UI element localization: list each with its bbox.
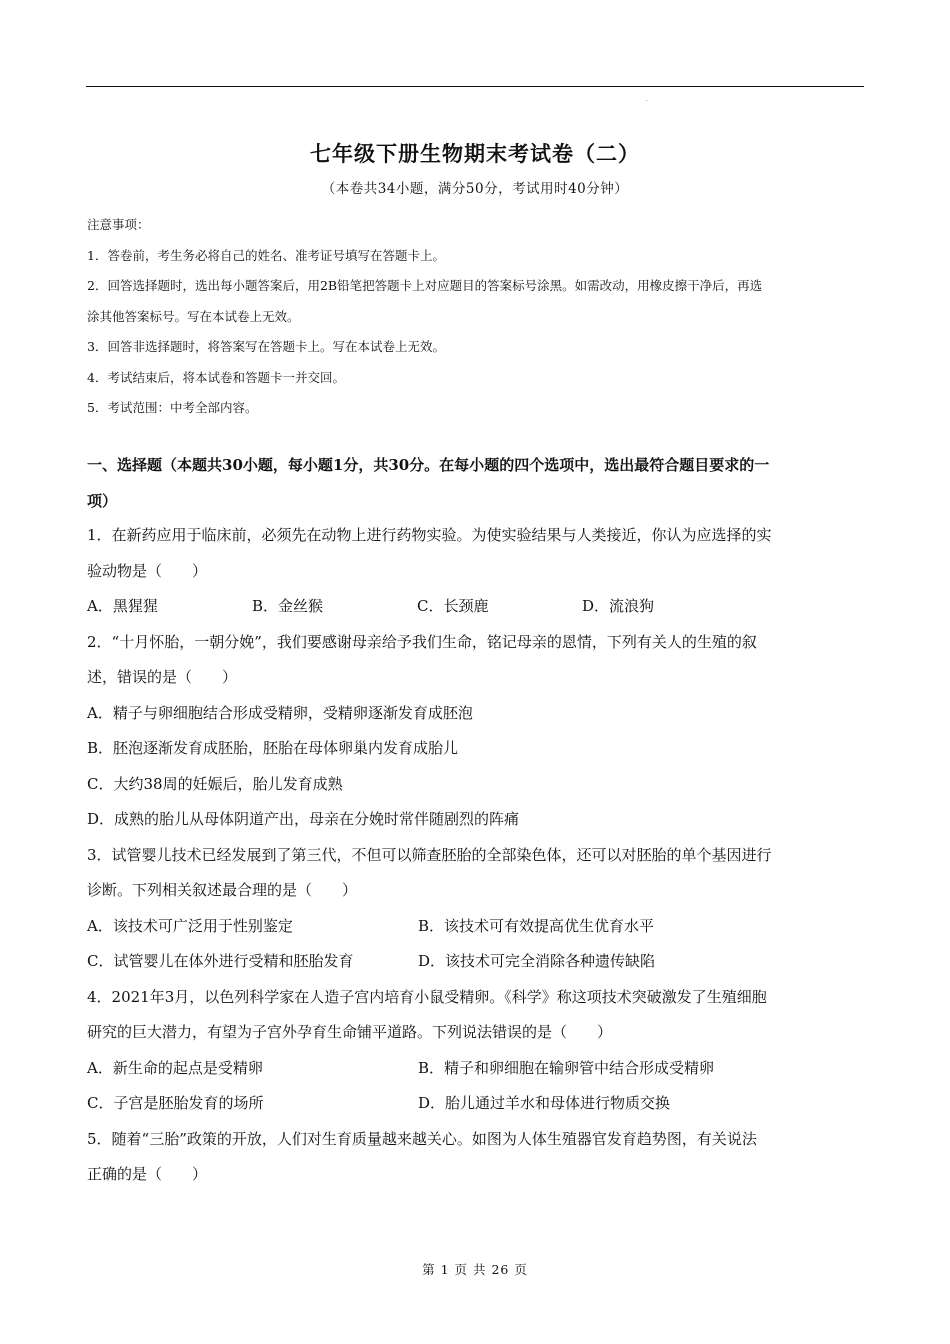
page-title: 七年级下册生物期末考试卷（二） [310, 141, 640, 166]
notes-item: 1．答卷前，考生务必将自己的姓名、准考证号填写在答题卡上。 [87, 247, 445, 263]
section-heading-line: 项） [87, 491, 118, 510]
option-a: A．该技术可广泛用于性别鉴定 [87, 916, 293, 935]
option-a: A．新生命的起点是受精卵 [87, 1058, 263, 1077]
option-d: D．流浪狗 [582, 597, 655, 615]
option-b: B．该技术可有效提高优生优育水平 [418, 916, 655, 935]
notes-item: 4．考试结束后，将本试卷和答题卡一并交回。 [87, 369, 345, 385]
option-c: C．大约38周的妊娠后，胎儿发育成熟 [87, 774, 343, 793]
option-d: D．胎儿通过羊水和母体进行物质交换 [418, 1094, 671, 1112]
notes-item: 2．回答选择题时，选出每小题答案后，用2B铅笔把答题卡上对应题目的答案标号涂黑。如需改动，用橡皮擦干净后，再选 [87, 278, 763, 293]
question-3-text: 诊断。下列相关叙述最合理的是（ ） [87, 881, 358, 899]
option-a: A．精子与卵细胞结合形成受精卵，受精卵逐渐发育成胚泡 [87, 703, 473, 722]
questions [87, 518, 867, 1193]
question-4-options-row [87, 1051, 867, 1087]
question-1-text: 1．在新药应用于临床前，必须先在动物上进行药物实验。为使实验结果与人类接近，你认为应选择的实 [87, 526, 772, 544]
section-heading [87, 448, 867, 519]
question-3-options-row [87, 944, 867, 980]
question-4-text: 4．2021年3月，以色列科学家在人造子宫内培育小鼠受精卵。《科学》称这项技术突破激发了生殖细胞 [87, 987, 767, 1006]
header-dot: . [646, 96, 648, 103]
section-heading-line: 一、选择题（本题共30小题，每小题1分，共30分。在每小题的四个选项中，选出最符合题目要求的一 [87, 456, 770, 474]
option-d: D．成熟的胎儿从母体阴道产出，母亲在分娩时常伴随剧烈的阵痛 [87, 810, 520, 828]
option-a: A．黑猩猩 [87, 597, 158, 615]
notes-item: 3．回答非选择题时，将答案写在答题卡上。写在本试卷上无效。 [87, 339, 445, 354]
question-1-options [87, 589, 867, 625]
question-5-text: 正确的是（ ） [87, 1165, 208, 1183]
option-c: C．长颈鹿 [417, 597, 489, 615]
question-3-text: 3．试管婴儿技术已经发展到了第三代，不但可以筛查胚胎的全部染色体，还可以对胚胎的单个基因进行 [87, 845, 772, 864]
notes-heading: 注意事项： [87, 217, 150, 232]
option-c: C．子宫是胚胎发育的场所 [87, 1094, 264, 1112]
question-2-text: 2．“十月怀胎，一朝分娩”，我们要感谢母亲给予我们生命，铭记母亲的恩情，下列有关人的生殖的叙 [87, 632, 757, 651]
question-4-options-row [87, 1086, 867, 1122]
header-rule [86, 86, 864, 87]
option-b: B．精子和卵细胞在输卵管中结合形成受精卵 [418, 1058, 715, 1077]
notes-item: 涂其他答案标号。写在本试卷上无效。 [87, 308, 300, 324]
notes-item: 5．考试范围：中考全部内容。 [87, 400, 258, 415]
question-1-text: 验动物是（ ） [87, 561, 208, 580]
option-c: C．试管婴儿在体外进行受精和胚胎发育 [87, 952, 354, 970]
notes-block [87, 210, 867, 424]
option-d: D．该技术可完全消除各种遗传缺陷 [418, 952, 656, 970]
question-5-text: 5．随着“三胎”政策的开放，人们对生育质量越来越关心。如图为人体生殖器官发育趋势图，有关说法 [87, 1129, 757, 1148]
question-2-text: 述，错误的是（ ） [87, 668, 238, 686]
option-b: B．胚泡逐渐发育成胚胎，胚胎在母体卵巢内发育成胎儿 [87, 739, 459, 757]
option-b: B．金丝猴 [252, 597, 324, 615]
page-subtitle: （本卷共34小题，满分50分，考试用时40分钟） [321, 181, 629, 197]
question-3-options-row [87, 909, 867, 945]
question-4-text: 研究的巨大潜力，有望为子宫外孕育生命铺平道路。下列说法错误的是（ ） [87, 1023, 613, 1041]
page-footer: 第 1 页 共 26 页 [422, 1262, 528, 1277]
